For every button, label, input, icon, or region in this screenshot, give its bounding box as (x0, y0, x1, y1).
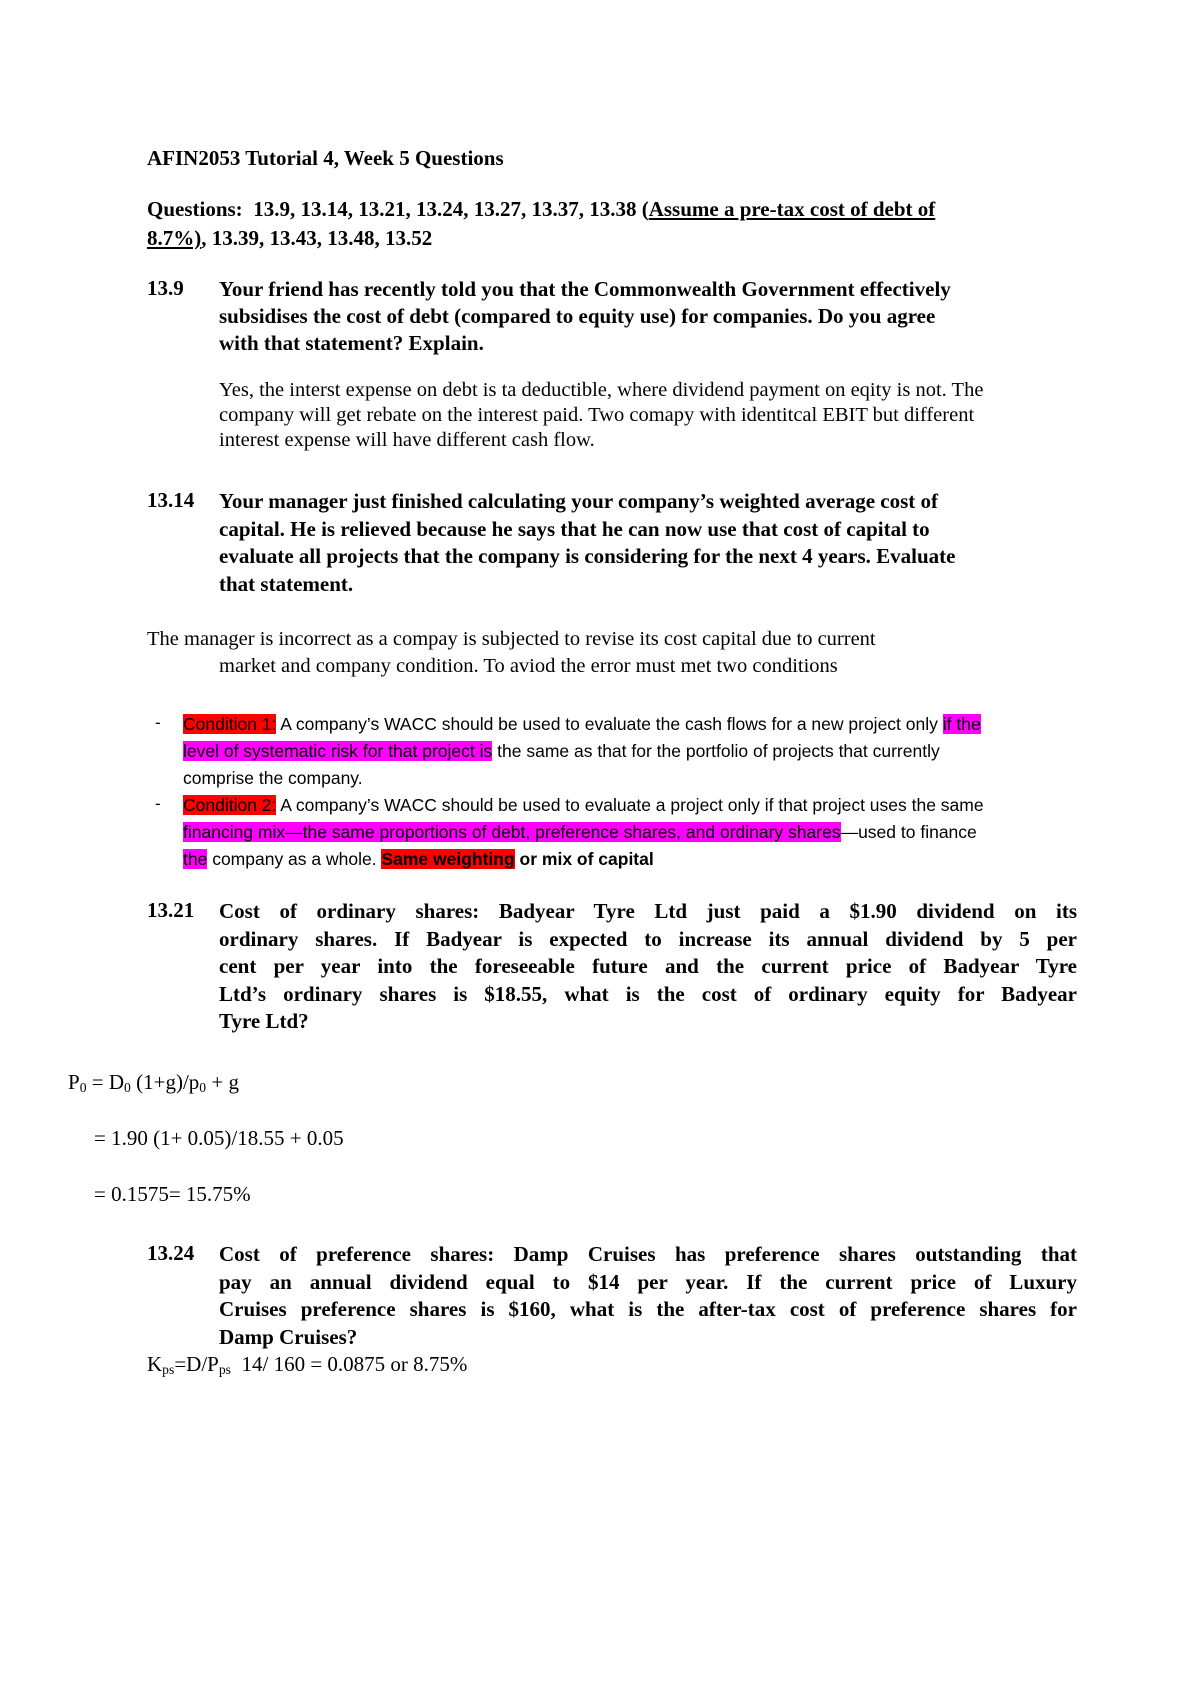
questions-note: Assume a pre-tax cost of debt of (648, 197, 936, 221)
q13-24-number: 13.24 (147, 1241, 195, 1265)
q13-21-step1: = 1.90 (1+ 0.05)/18.55 + 0.05 (94, 1126, 344, 1150)
q13-9-question (219, 276, 1099, 357)
condition-2-text-bold: or mix of capital (514, 849, 654, 869)
answer-end: 14/ 160 = 0.0875 or 8.75% (230, 1352, 468, 1376)
q13-24-question (219, 1241, 1077, 1351)
bullet-dash: - (155, 713, 161, 732)
question-line: subsidises the cost of debt (compared to equity use) for companies. Do you agree (219, 304, 936, 328)
question-line: Ltd’s ordinary shares is $18.55, what is the cost of ordinary equity for Badyear (219, 981, 1077, 1006)
formula-mid: (1+g)/p (130, 1070, 200, 1094)
q13-21-step2: = 0.1575= 15.75% (94, 1182, 251, 1206)
questions-rest: , 13.39, 13.43, 13.48, 13.52 (201, 226, 433, 250)
question-line: pay an annual dividend equal to $14 per year. If the current price of Luxury (219, 1269, 1077, 1294)
condition-2-text: A company’s WACC should be used to evaluate a project only if that project uses the same (276, 795, 984, 815)
question-line: with that statement? Explain. (219, 331, 484, 355)
answer-sub: ps (162, 1362, 175, 1377)
questions-note-open: ( (641, 197, 649, 221)
formula-sub: 0 (199, 1080, 207, 1095)
condition-2-text: company as a whole. (207, 849, 382, 869)
condition-2 (183, 792, 984, 873)
question-line: cent per year into the foreseeable future and the current price of Badyear Tyre (219, 954, 1077, 978)
condition-2-highlight: the (183, 849, 208, 869)
question-line: Damp Cruises? (219, 1324, 358, 1349)
condition-1-text: A company’s WACC should be used to evaluate the cash flows for a new project only (276, 714, 943, 734)
q13-21-formula (68, 1070, 239, 1096)
answer-mid: =D/P (174, 1352, 219, 1376)
formula-end: + g (206, 1070, 239, 1094)
answer-k: K (147, 1352, 163, 1376)
condition-2-highlight: financing mix—the same proportions of debt, preference shares, and ordinary shares (183, 822, 841, 842)
questions-label: Questions: (147, 197, 243, 221)
q13-9-answer (219, 378, 983, 453)
q13-14-number: 13.14 (147, 488, 195, 512)
questions-list-line1 (147, 197, 935, 222)
q13-21-question (219, 898, 1077, 1036)
page-title: AFIN2053 Tutorial 4, Week 5 Questions (147, 146, 504, 170)
condition-1 (183, 711, 981, 792)
condition-2-highlight-red: Same weighting (381, 849, 515, 869)
bullet-dash: - (155, 794, 161, 813)
question-line: Cost of ordinary shares: Badyear Tyre Ltd just paid a $1.90 dividend on its (219, 899, 1077, 923)
question-line: capital. He is relieved because he says that he can now use that cost of capital to (219, 516, 930, 541)
answer-line: Yes, the interst expense on debt is ta deductible, where dividend payment on eqity is not. The (219, 379, 984, 401)
condition-1-highlight: level of systematic risk for that project is (183, 741, 493, 761)
condition-1-text: the same as that for the portfolio of projects that currently (492, 741, 940, 761)
question-line: Cost of preference shares: Damp Cruises has preference shares outstanding that (219, 1242, 1077, 1266)
formula-sub: 0 (124, 1080, 131, 1095)
question-line: Cruises preference shares is $160, what is the after-tax cost of preference shares for (219, 1297, 1077, 1321)
q13-9-number: 13.9 (147, 276, 184, 300)
condition-2-text: —used to finance (840, 822, 977, 842)
questions-items: 13.9, 13.14, 13.21, 13.24, 13.27, 13.37, 13.38 (253, 197, 637, 221)
questions-list-line2 (147, 226, 432, 251)
condition-1-text: comprise the company. (183, 768, 363, 788)
question-line: evaluate all projects that the company is considering for the next 4 years. Evaluate (219, 544, 956, 568)
q13-14-answer-line2: market and company condition. To aviod the error must met two conditions (219, 655, 838, 677)
answer-line: interest expense will have different cash flow. (219, 429, 595, 451)
formula-sub: 0 (79, 1080, 87, 1095)
q13-21-number: 13.21 (147, 898, 195, 922)
question-line: Your manager just finished calculating your company’s weighted average cost of (219, 489, 939, 513)
question-line: that statement. (219, 571, 354, 596)
question-line: Your friend has recently told you that the Commonwealth Government effectively (219, 277, 951, 301)
q13-24-answer (147, 1352, 467, 1378)
condition-2-label: Condition 2: (183, 795, 277, 815)
formula-p: P (68, 1070, 80, 1094)
answer-line: company will get rebate on the interest paid. Two comapy with identitcal EBIT but different (219, 404, 975, 426)
condition-1-label: Condition 1: (183, 714, 277, 734)
condition-1-highlight: if the (942, 714, 981, 734)
question-line: Tyre Ltd? (219, 1009, 309, 1033)
answer-sub: ps (218, 1362, 231, 1377)
formula-eq: = D (86, 1070, 125, 1094)
questions-note-cont: 8.7%) (147, 226, 202, 250)
q13-14-answer-line1: The manager is incorrect as a compay is subjected to revise its cost capital due to current (147, 628, 876, 650)
question-line: ordinary shares. If Badyear is expected to increase its annual dividend by 5 per (219, 926, 1077, 951)
q13-14-question (219, 488, 956, 598)
